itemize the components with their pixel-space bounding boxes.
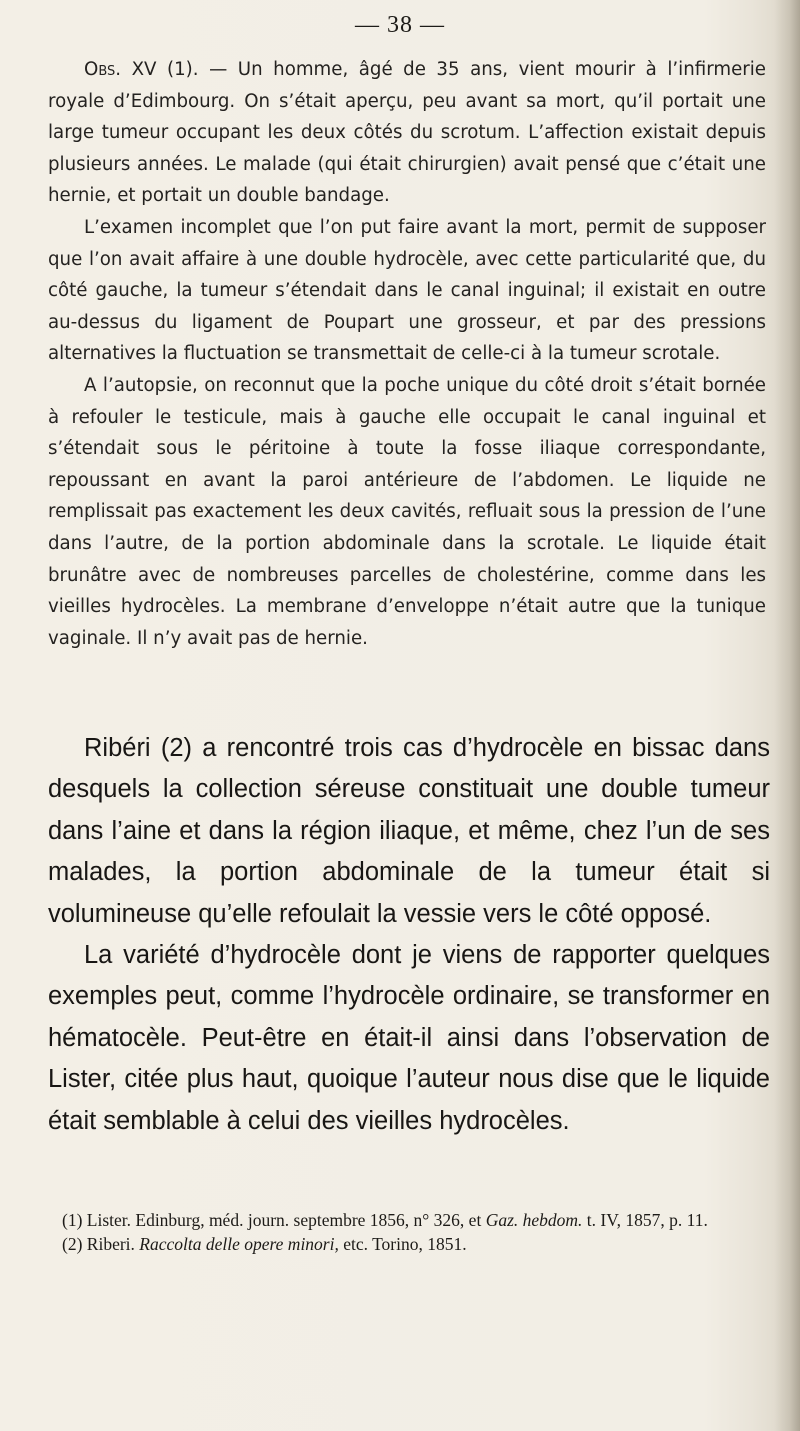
footnote-1-tail: t. IV, 1857, p. 11.	[582, 1210, 708, 1230]
footnote-1	[48, 1208, 768, 1232]
observation-paragraph-2: L’examen incomplet que l’on put faire avant la mort, permit de supposer que l’on avait affaire à une double hydrocèle, avec cette particularité que, du côté gauche, la tumeur s’étendait dans le canal inguinal; il existait en outre au-dessus du ligament de Poupart une grosseur, et par des pressions alternatives la fluctuation se transmettait de celle-ci à la tumeur scrotale.	[48, 216, 766, 365]
footnote-2-work: Raccolta delle opere minori,	[139, 1234, 339, 1254]
main-paragraph-1: Ribéri (2) a rencontré trois cas d’hydrocèle en bissac dans desquels la collection séreuse constituait une double tumeur dans l’aine et dans la région iliaque, et même, chez l’un de ses malades, la portion abdominale de la tumeur était si volumineuse qu’elle refoulait la vessie vers le côté opposé.	[48, 734, 770, 928]
main-text-block	[48, 728, 770, 1142]
observation-paragraph-1-text: — Un homme, âgé de 35 ans, vient mourir à l’infirmerie royale d’Edimbourg. On s’était aperçu, peu avant sa mort, qu’il portait une large tumeur occupant les deux côtés du scrotum. L’affection existait depuis plusieurs années. Le malade (qui était chirurgien) avait pensé que c’était une hernie, et portait un double bandage.	[48, 59, 766, 207]
observation-footnote-ref: (1).	[156, 59, 199, 80]
footnote-2-tail: etc. Torino, 1851.	[338, 1234, 467, 1254]
footnote-1-text: (1) Lister. Edinburg, méd. journ. septembre 1856, n° 326, et	[62, 1210, 486, 1230]
footnote-2-text: (2) Riberi.	[62, 1234, 140, 1254]
observation-paragraph-3: A l’autopsie, on reconnut que la poche unique du côté droit s’était bornée à refouler le testicule, mais à gauche elle occupait le canal inguinal et s’étendait sous le péritoine à toute la fosse iliaque correspondante, repoussant en avant la paroi antérieure de l’abdomen. Le liquide ne remplissait pas exactement les deux cavités, refluait sous la pression de l’une dans l’autre, de la portion abdominale dans la scrotale. Le liquide était brunâtre avec de nombreuses parcelles de cholestérine, comme dans les vieilles hydrocèles. La membrane d’enveloppe n’était autre que la tunique vaginale. Il n’y avait pas de hernie.	[48, 374, 766, 649]
footnote-1-journal: Gaz. hebdom.	[485, 1210, 583, 1230]
page-number: — 38 —	[355, 12, 445, 38]
main-paragraph-2: La variété d’hydrocèle dont je viens de rapporter quelques exemples peut, comme l’hydrocèle ordinaire, se transformer en hématocèle. Peut-être en était-il ainsi dans l’observation de Lister, citée plus haut, quoique l’auteur nous dise que le liquide était semblable à celui des vieilles hydrocèles.	[48, 941, 770, 1135]
observation-paragraph-1	[48, 54, 766, 212]
page-edge-shadow	[774, 0, 800, 1431]
footnotes	[48, 1208, 768, 1256]
observation-label: Obs. XV	[84, 59, 157, 80]
footnote-2	[48, 1232, 768, 1256]
observation-block	[48, 54, 766, 654]
